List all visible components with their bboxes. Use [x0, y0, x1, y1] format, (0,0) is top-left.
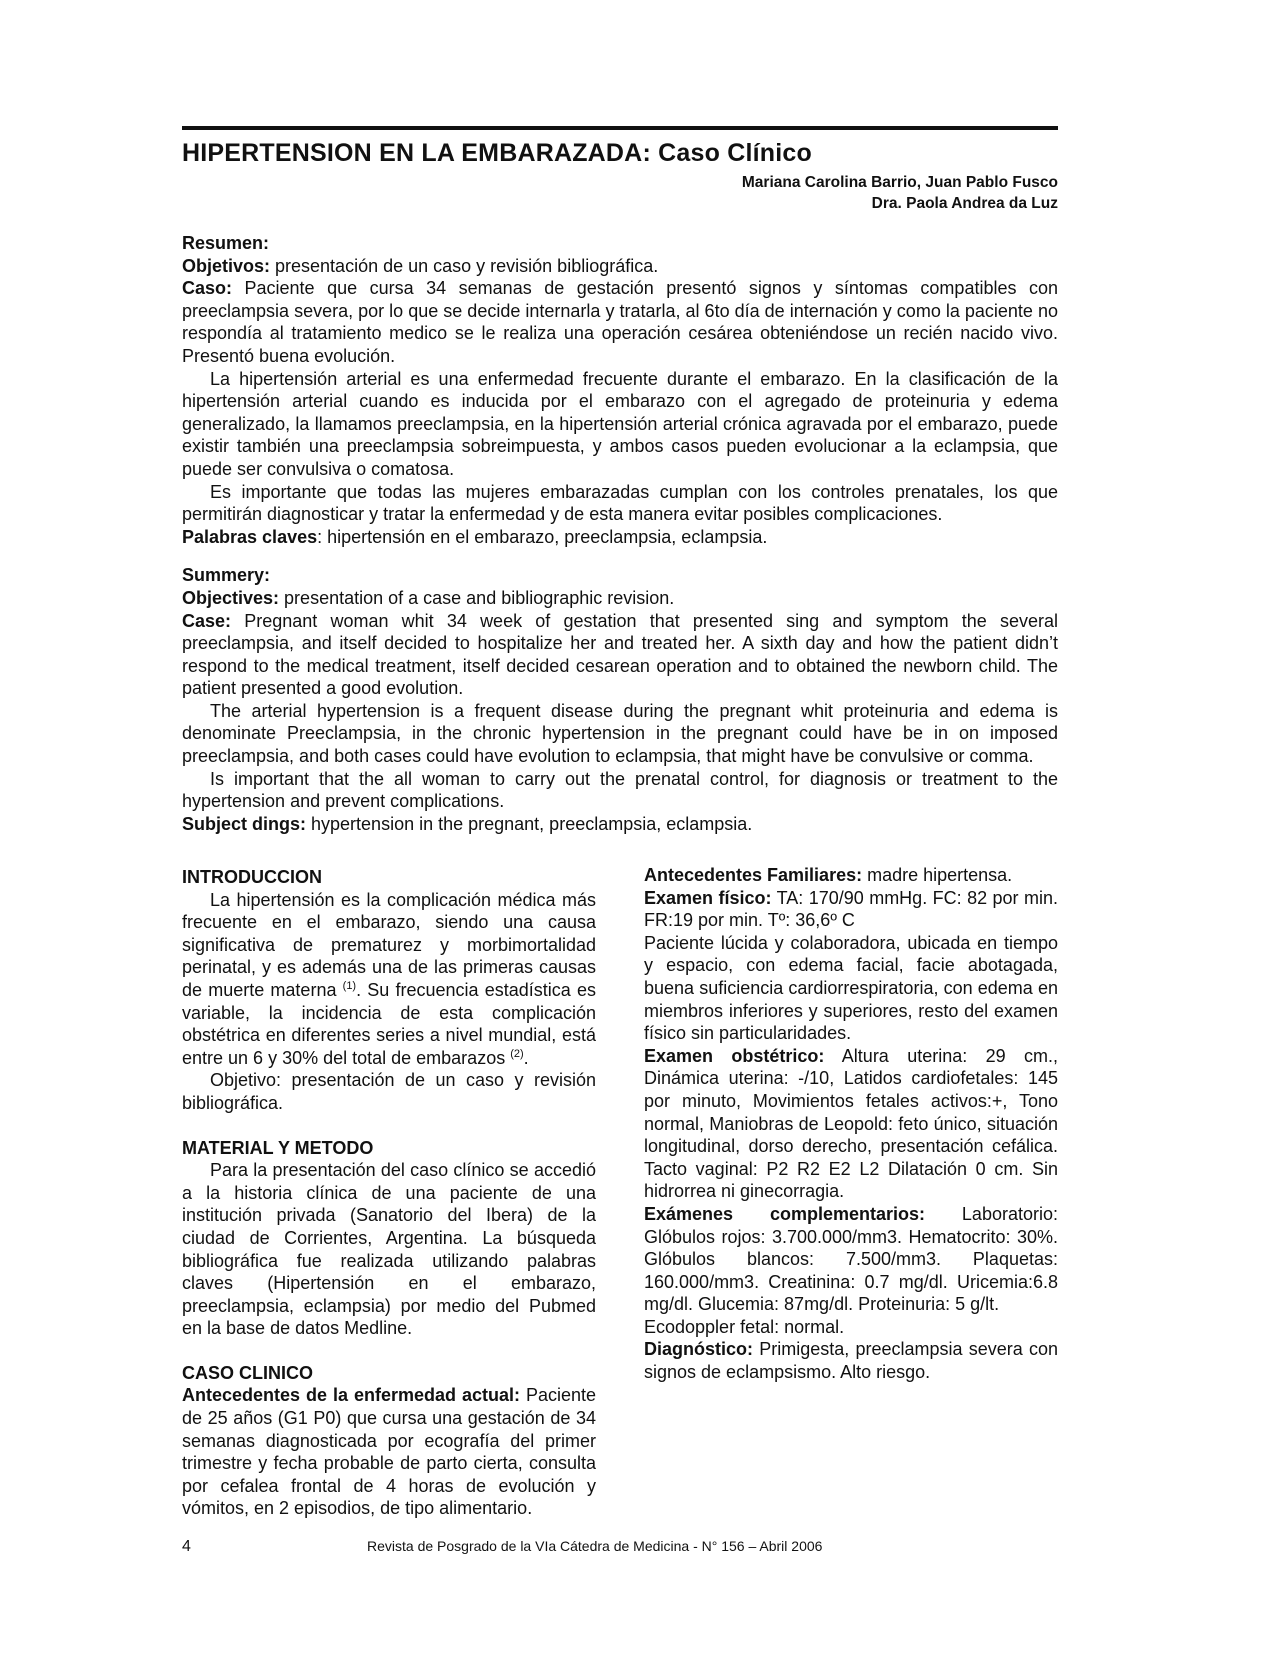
abstract-es-heading: Resumen:: [182, 233, 270, 253]
material-paragraph: Para la presentación del caso clínico se accedió a la historia clínica de una paciente de una institución privada (Sanatorio del Ibera) de la ciudad de Corrientes, Argentina. La búsqueda bibliográfica fue realizada utilizando palabras claves (Hipertensión en el embarazo, preeclampsia, eclampsia) por medio del Pubmed en la base de datos Medline.: [182, 1160, 596, 1339]
antecedentes-paragraph: Antecedentes de la enfermedad actual: Paciente de 25 años (G1 P0) que cursa una gestación de 34 semanas diagnosticada por ecografía del primer trimestre y fecha probable de parto cierta, consulta por cefalea frontal de 4 horas de evolución y vómitos, en 2 episodios, de tipo alimentario.: [182, 1385, 596, 1519]
abstract-en-paragraph-2: The arterial hypertension is a frequent disease during the pregnant whit proteinuria and edema is denominate Preeclampsia, in the chronic hypertension in the pregnant could have be in on imposed preeclampsia, and both cases could have evolution to eclampsia, that might have be convulsive or comma.: [182, 700, 1058, 767]
right-column-content: [644, 864, 1058, 1384]
ecodoppler-paragraph: Ecodoppler fetal: normal.: [644, 1316, 845, 1337]
reference-2: (2): [510, 1047, 524, 1060]
abstract-en-paragraph-3: Is important that the all woman to carry out the prenatal control, for diagnosis or treatment to the hypertension and prevent complications.: [182, 768, 1058, 812]
intro-heading: INTRODUCCION: [182, 867, 322, 887]
abstract-en-heading: Summery:: [182, 565, 271, 586]
caso-clinico-heading: CASO CLINICO: [182, 1362, 314, 1383]
diagnostico-paragraph: Diagnóstico: Primigesta, preeclampsia severa con signos de eclampsismo. Alto riesgo.: [644, 1339, 1058, 1383]
fisico-paragraph-2: Paciente lúcida y colaboradora, ubicada en tiempo y espacio, con edema facial, facie abotagada, buena suficiencia cardiorrespiratoria, con edema en miembros inferiores y superiores, resto del examen físico sin particularidades.: [644, 932, 1058, 1044]
abstract-es-caso: Caso: Paciente que cursa 34 semanas de gestación presentó signos y síntomas compatibles con preeclampsia severa, por lo que se decide internarla y tratarla, al 6to día de internación y como la paciente no respondía al tratamiento medico se le realiza una operación cesárea obteniéndose un recién nacido vivo. Presentó buena evolución.: [182, 278, 1058, 366]
fisico-paragraph: Examen físico: TA: 170/90 mmHg. FC: 82 por min. FR:19 por min. Tº: 36,6º C: [644, 887, 1058, 931]
abstract-en-keywords: Subject dings: hypertension in the pregnant, preeclampsia, eclampsia.: [182, 813, 753, 834]
abstract-es: [182, 232, 1058, 548]
authors-line-1: Mariana Carolina Barrio, Juan Pablo Fusco: [741, 174, 1058, 191]
material-heading: MATERIAL Y METODO: [182, 1137, 374, 1158]
abstract-es-paragraph-2: La hipertensión arterial es una enfermedad frecuente durante el embarazo. En la clasificación de la hipertensión arterial cuando es inducida por el embarazo con el agregado de proteinuria y edema generalizado, la llamamos preeclampsia, en la hipertensión arterial crónica agravada por el embarazo, puede existir también una preeclampsia sobreimpuesta, y ambos casos pueden evolucionar a la eclampsia, que puede ser convulsiva o comatosa.: [182, 368, 1058, 479]
obstetrico-paragraph: Examen obstétrico: Altura uterina: 29 cm., Dinámica uterina: -/10, Latidos cardiofetales: 145 por minuto, Movimientos fetales activos:+, Tono normal, Maniobras de Leopold: feto único, situación longitudinal, dorso derecho, presentación cefálica. Tacto vaginal: P2 R2 E2 L2 Dilatación 0 cm. Sin hidrorrea ni ginecorragia.: [644, 1045, 1058, 1202]
abstract-es-paragraph-3: Es importante que todas las mujeres embarazadas cumplan con los controles prenatales, los que permitirán diagnosticar y tratar la enfermedad y de esta manera evitar posibles complicaciones.: [182, 481, 1058, 525]
intro-paragraph-1: La hipertensión es la complicación médica más frecuente en el embarazo, siendo una causa significativa de prematurez y morbimortalidad perinatal, y es además una de las primeras causas de muerte materna $^{(1)}$. Su frecuencia estadística es variable, la incidencia de esta complicación obstétrica en diferentes series a nivel mundial, está entre un 6 y 30% del total de embarazos $^{(2)}$.: [182, 889, 597, 1068]
authors-line-2: Dra. Paola Andrea da Luz: [871, 195, 1058, 212]
journal-name: Revista de Posgrado de la VIa Cátedra de Medicina - N° 156 – Abril 2006: [367, 1538, 823, 1554]
abstract-en: [182, 564, 1058, 835]
authors: [182, 172, 1058, 214]
title-rule: [182, 126, 1058, 130]
abstract-es-keywords: Palabras claves: hipertensión en el embarazo, preeclampsia, eclampsia.: [182, 526, 768, 547]
complementarios-paragraph: Exámenes complementarios: Laboratorio: Glóbulos rojos: 3.700.000/mm3. Hematocrito: 30%. Glóbulos blancos: 7.500/mm3. Plaquetas: 160.000/mm3. Creatinina: 0.7 mg/dl. Uricemia:6.8 mg/dl. Glucemia: 87mg/dl. Proteinuria: 5 g/lt.: [644, 1203, 1058, 1315]
familiares-paragraph: Antecedentes Familiares: madre hipertensa.: [644, 865, 1013, 885]
reference-1: (1): [342, 979, 357, 992]
article-header: [182, 126, 1058, 835]
page-number: 4: [182, 1538, 191, 1555]
right-column: [644, 864, 1058, 1384]
abstract-es-objetivos: Objetivos: presentación de un caso y revisión bibliográfica.: [182, 255, 659, 276]
intro-paragraph-2: Objetivo: presentación de un caso y revisión bibliográfica.: [182, 1070, 596, 1113]
abstract-en-objectives: Objectives: presentation of a case and bibliographic revision.: [182, 587, 675, 608]
left-column: [182, 866, 596, 1520]
article-title: HIPERTENSION EN LA EMBARAZADA: Caso Clínico: [182, 139, 812, 167]
abstract-en-case: Case: Pregnant woman whit 34 week of gestation that presented sing and symptom the several preeclampsia, and itself decided to hospitalize her and treated her. A sixth day and how the patient didn’t respond to the medical treatment, itself decided cesarean operation and to obtained the newborn child. The patient presented a good evolution.: [182, 610, 1058, 699]
